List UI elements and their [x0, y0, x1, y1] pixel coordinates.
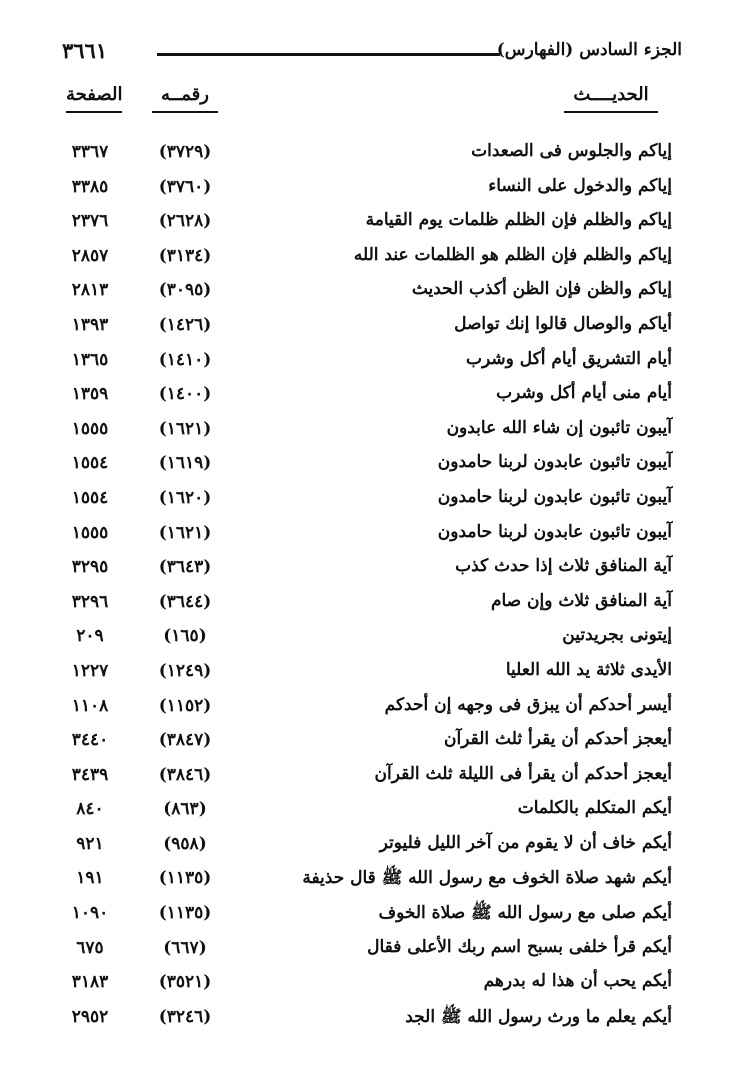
- page-reference: ١٩١: [76, 868, 104, 889]
- index-row: [0, 692, 754, 727]
- running-header: [62, 38, 682, 68]
- hadith-number: (٣٢٤٦): [158, 1006, 212, 1027]
- hadith-number: (١١٥٢): [158, 695, 212, 716]
- hadith-text: أيام التشريق أيام أكل وشرب: [465, 348, 672, 369]
- page-reference: ١٣٩٣: [71, 314, 109, 335]
- index-row: [0, 276, 754, 311]
- hadith-number: (٦٦٧): [163, 937, 207, 958]
- hadith-text: آيبون تائبون عابدون لربنا حامدون: [437, 452, 672, 473]
- index-row: [0, 899, 754, 934]
- index-row: [0, 934, 754, 969]
- hadith-text: أيعجز أحدكم أن يقرأ ثلث القرآن: [444, 729, 672, 750]
- page-number: ٣٦٦١: [62, 38, 108, 63]
- page-reference: ١٥٥٤: [71, 487, 109, 508]
- column-header-page: الصفحة: [66, 84, 122, 113]
- hadith-text: إيتونى بجريدتين: [562, 625, 672, 646]
- page-reference: ٨٤٠: [76, 799, 104, 820]
- hadith-text: أيكم يعلم ما ورث رسول الله ﷺ الجد: [405, 1006, 672, 1027]
- hadith-number: (٣٨٤٧): [158, 730, 212, 751]
- page-reference: ٣٣٦٧: [71, 142, 109, 162]
- page-reference: ٣٢٩٥: [71, 557, 109, 578]
- page-reference: ٢٨١٣: [71, 280, 109, 301]
- hadith-number: (١٤١٠): [158, 349, 212, 370]
- hadith-number: (١٢٤٩): [158, 660, 212, 681]
- hadith-text: إياكم والظن فإن الظن أكذب الحديث: [411, 279, 672, 300]
- index-row: [0, 968, 754, 1003]
- running-title: الجزء السادس (الفهارس): [496, 40, 682, 60]
- index-row: [0, 346, 754, 381]
- index-row: [0, 795, 754, 830]
- page-reference: ١٥٥٥: [71, 418, 109, 439]
- page-reference: ١٠٩٠: [71, 903, 109, 924]
- hadith-text: أيام منى أيام أكل وشرب: [496, 383, 672, 404]
- index-row: [0, 588, 754, 623]
- page-reference: ٦٧٥: [76, 937, 104, 958]
- hadith-number: (٨٦٣): [163, 799, 207, 820]
- hadith-number: (٣٥٢١): [158, 972, 212, 993]
- page-reference: ٢٨٥٧: [71, 245, 109, 266]
- hadith-text: أياكم والوصال قالوا إنك تواصل: [454, 313, 672, 334]
- page-reference: ١١٠٨: [71, 695, 109, 716]
- hadith-index-list: [0, 138, 754, 1037]
- index-row: [0, 380, 754, 415]
- page-reference: ٣٢٩٦: [71, 591, 109, 612]
- hadith-number: (١٦٢٠): [158, 487, 212, 508]
- hadith-text: أيكم شهد صلاة الخوف مع رسول الله ﷺ قال حذيفة: [302, 868, 672, 889]
- hadith-number: (٣٦٤٤): [158, 591, 212, 612]
- hadith-number: (٢٦٢٨): [158, 211, 212, 232]
- hadith-text: إياكم والظلم فإن الظلم ظلمات يوم القيامة: [365, 210, 672, 231]
- page-reference: ٢٠٩: [76, 626, 104, 647]
- hadith-text: أيكم قرأ خلفى بسبح اسم ربك الأعلى فقال: [367, 936, 672, 957]
- page-reference: ٢٣٧٦: [71, 211, 109, 232]
- hadith-number: (١٦٢١): [158, 522, 212, 543]
- page-reference: ٣١٨٣: [71, 972, 109, 993]
- page-reference: ١٥٥٤: [71, 453, 109, 474]
- index-row: [0, 830, 754, 865]
- page-reference: ١٣٦٥: [71, 349, 109, 370]
- hadith-number: (١٤٠٠): [158, 384, 212, 405]
- hadith-text: آيبون تائبون عابدون لربنا حامدون: [437, 521, 672, 542]
- page-reference: ٢٩٥٢: [71, 1006, 109, 1027]
- hadith-number: (١٦٥): [163, 626, 207, 647]
- hadith-text: أيكم صلى مع رسول الله ﷺ صلاة الخوف: [378, 903, 672, 924]
- hadith-number: (١٤٢٦): [158, 314, 212, 335]
- hadith-text: أيعجز أحدكم أن يقرأ فى الليلة ثلث القرآن: [374, 763, 672, 784]
- header-rule: [157, 53, 500, 56]
- column-header-number: رقمــه: [152, 84, 218, 113]
- hadith-number: (١١٣٥): [158, 903, 212, 924]
- index-row: [0, 622, 754, 657]
- page-reference: ٣٣٨٥: [71, 176, 109, 197]
- page-reference: ٣٤٤٠: [71, 730, 109, 751]
- hadith-text: الأيدى ثلاثة يد الله العليا: [505, 659, 672, 680]
- index-row: [0, 449, 754, 484]
- hadith-text: إياكم والدخول على النساء: [488, 175, 672, 196]
- index-row: [0, 242, 754, 277]
- page-reference: ١٥٥٥: [71, 522, 109, 543]
- hadith-text: أيسر أحدكم أن يبزق فى وجهه إن أحدكم: [384, 694, 672, 715]
- hadith-text: آية المنافق ثلاث إذا حدث كذب: [455, 556, 672, 577]
- hadith-text: آية المنافق ثلاث وإن صام: [490, 590, 672, 611]
- hadith-number: (١٦٢١): [158, 418, 212, 439]
- hadith-number: (٣٧٢٩): [158, 142, 212, 162]
- index-row: [0, 415, 754, 450]
- index-row: [0, 657, 754, 692]
- index-row: [0, 138, 754, 173]
- page-reference: ٣٤٣٩: [71, 764, 109, 785]
- hadith-number: (٣١٣٤): [158, 245, 212, 266]
- hadith-number: (٣٦٤٣): [158, 557, 212, 578]
- index-row: [0, 553, 754, 588]
- index-row: [0, 864, 754, 899]
- index-row: [0, 484, 754, 519]
- hadith-text: أيكم خاف أن لا يقوم من آخر الليل فليوتر: [379, 832, 672, 853]
- hadith-text: آيبون تائبون إن شاء الله عابدون: [446, 417, 672, 438]
- hadith-number: (٩٥٨): [163, 833, 207, 854]
- page-reference: ١٣٥٩: [71, 384, 109, 405]
- index-row: [0, 1003, 754, 1038]
- index-row: [0, 207, 754, 242]
- hadith-text: آيبون تائبون عابدون لربنا حامدون: [437, 486, 672, 507]
- hadith-number: (٣٧٦٠): [158, 176, 212, 197]
- index-row: [0, 726, 754, 761]
- index-row: [0, 761, 754, 796]
- page-reference: ٩٢١: [76, 833, 104, 854]
- hadith-text: أيكم يحب أن هذا له بدرهم: [483, 971, 672, 992]
- index-row: [0, 311, 754, 346]
- hadith-number: (١١٣٥): [158, 868, 212, 889]
- column-header-hadith: الحديــــث: [564, 84, 658, 113]
- index-row: [0, 173, 754, 208]
- page-reference: ١٢٢٧: [71, 660, 109, 681]
- index-row: [0, 519, 754, 554]
- hadith-number: (١٦١٩): [158, 453, 212, 474]
- hadith-text: إياكم والجلوس فى الصعدات: [471, 141, 672, 161]
- hadith-text: إياكم والظلم فإن الظلم هو الظلمات عند الله: [353, 244, 672, 265]
- hadith-number: (٣٠٩٥): [158, 280, 212, 301]
- hadith-number: (٣٨٤٦): [158, 764, 212, 785]
- hadith-text: أيكم المتكلم بالكلمات: [517, 798, 672, 819]
